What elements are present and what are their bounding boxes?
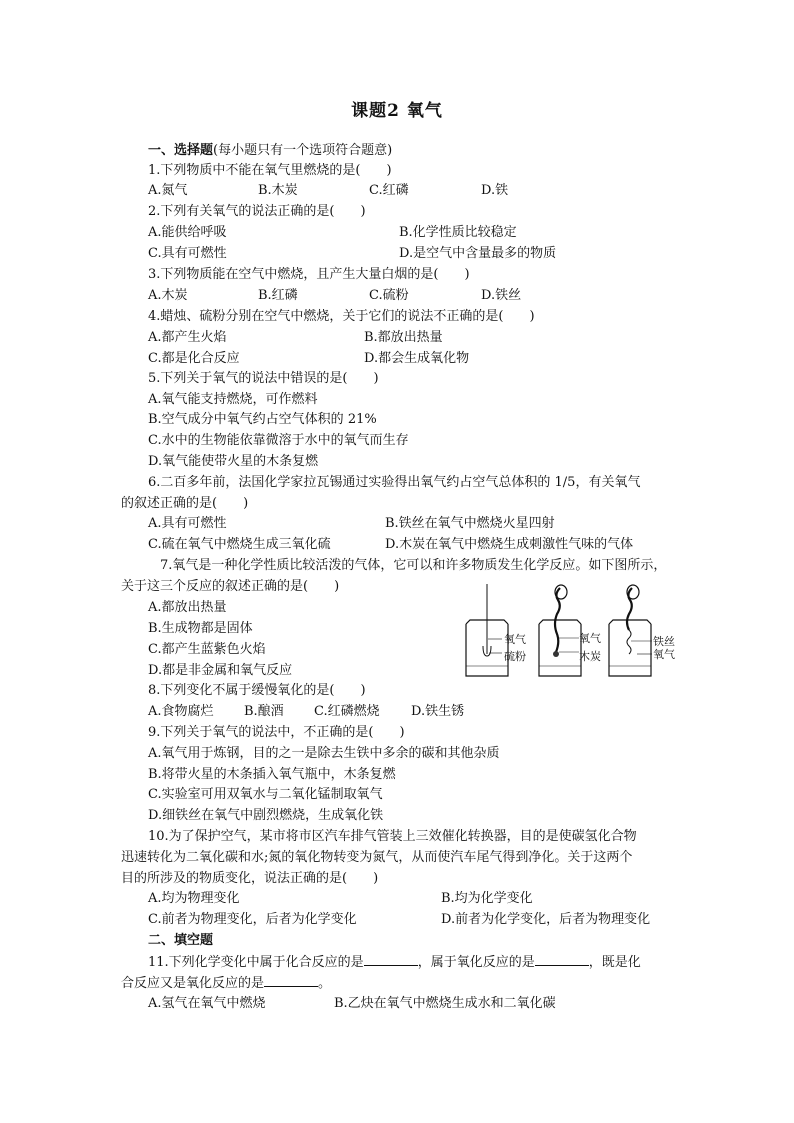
q5-option-d: D.氧气能使带火星的木条复燃: [148, 454, 319, 469]
jar1-substance-label: 硫粉: [504, 650, 526, 663]
oxygen-reactions-figure: [462, 584, 682, 684]
q1-option-b: B.木炭: [258, 183, 298, 198]
q1-option-a: A.氮气: [148, 183, 188, 198]
q7-stem-line2: 关于这三个反应的叙述正确的是( ): [121, 579, 340, 594]
q7-stem-line1: 7.氧气是一种化学性质比较活泼的气体，它可以和许多物质发生化学反应。如下图所示，: [160, 558, 667, 573]
q2-option-c: C.具有可燃性: [148, 246, 227, 261]
q4-option-d: D.都会生成氧化物: [364, 351, 470, 366]
q10-stem-line2: 迅速转化为二氧化碳和水;氮的氧化物转变为氮气，从而使汽车尾气得到净化。关于这两个: [121, 850, 633, 865]
q9-option-d: D.细铁丝在氧气中剧烈燃烧，生成氧化铁: [148, 808, 384, 823]
q11-blank-3[interactable]: [264, 974, 318, 987]
q2-stem: 2.下列有关氧气的说法正确的是( ): [148, 204, 366, 219]
q10-stem-line3: 目的所涉及的物质变化，说法正确的是( ): [121, 871, 379, 886]
q8-option-a: A.食物腐烂: [148, 704, 214, 719]
q5-option-a: A.氧气能支持燃烧，可作燃料: [148, 392, 318, 407]
section-label: 一、选择题: [148, 143, 214, 158]
q8-option-b: B.酿酒: [244, 704, 284, 719]
section-choice-heading: [148, 142, 392, 160]
q11-option-b: B.乙炔在氧气中燃烧生成水和二氧化碳: [334, 996, 556, 1011]
q2-option-d: D.是空气中含量最多的物质: [399, 246, 557, 261]
q2-option-b: B.化学性质比较稳定: [399, 225, 517, 240]
section-note: (每小题只有一个选项符合题意): [213, 143, 393, 158]
q6-option-a: A.具有可燃性: [148, 516, 227, 531]
q10-option-c: C.前者为物理变化，后者为化学变化: [148, 912, 357, 927]
q4-option-a: A.都产生火焰: [148, 330, 227, 345]
q9-option-a: A.氧气用于炼钢，目的之一是除去生铁中多余的碳和其他杂质: [148, 746, 500, 761]
jar3-substance-label: 铁丝: [653, 635, 675, 648]
q11-text-3: ，既是化: [588, 955, 641, 970]
q11-stem-line1: [148, 953, 641, 972]
q4-option-c: C.都是化合反应: [148, 351, 240, 366]
q10-option-b: B.均为化学变化: [441, 891, 533, 906]
q6-option-b: B.铁丝在氧气中燃烧火星四射: [385, 516, 555, 531]
q6-stem-line2: 的叙述正确的是( ): [121, 496, 249, 511]
q11-blank-2[interactable]: [535, 953, 589, 966]
q6-stem-line1: 6.二百多年前，法国化学家拉瓦锡通过实验得出氧气约占空气总体积的 1/5，有关氧气: [148, 475, 641, 490]
q8-option-d: D.铁生锈: [411, 704, 465, 719]
q10-option-d: D.前者为化学变化，后者为物理变化: [441, 912, 651, 927]
q4-stem: 4.蜡烛、硫粉分别在空气中燃烧，关于它们的说法不正确的是( ): [148, 309, 535, 324]
q6-option-c: C.硫在氧气中燃烧生成三氧化硫: [148, 537, 331, 552]
q7-option-b: B.生成物都是固体: [148, 621, 253, 636]
jar-iron-wire: [609, 585, 675, 676]
page-title: 课题2 氧气: [351, 101, 443, 121]
jar3-gas-label: 氧气: [653, 648, 675, 661]
jar-charcoal: [539, 585, 601, 676]
q11-blank-1[interactable]: [364, 953, 418, 966]
jar2-substance-label: 木炭: [579, 650, 601, 663]
q9-option-c: C.实验室可用双氧水与二氧化锰制取氧气: [148, 787, 383, 802]
q5-option-c: C.水中的生物能依靠微溶于水中的氧气而生存: [148, 433, 409, 448]
q7-option-d: D.都是非金属和氧气反应: [148, 663, 293, 678]
q7-option-c: C.都产生蓝紫色火焰: [148, 642, 266, 657]
q3-option-d: D.铁丝: [481, 288, 522, 303]
q11-text-5: 。: [318, 976, 332, 991]
jar2-gas-label: 氧气: [579, 632, 601, 645]
q3-stem: 3.下列物质能在空气中燃烧，且产生大量白烟的是( ): [148, 267, 470, 282]
q7-option-a: A.都放出热量: [148, 600, 227, 615]
jar1-gas-label: 氧气: [504, 633, 526, 646]
q8-stem: 8.下列变化不属于缓慢氧化的是( ): [148, 683, 366, 698]
q4-option-b: B.都放出热量: [364, 330, 443, 345]
q9-option-b: B.将带火星的木条插入氧气瓶中，木条复燃: [148, 767, 396, 782]
q11-stem-line2: [121, 974, 331, 993]
q2-option-a: A.能供给呼吸: [148, 225, 227, 240]
q3-option-b: B.红磷: [258, 288, 298, 303]
q3-option-c: C.硫粉: [369, 288, 409, 303]
section-fill-heading: 二、填空题: [148, 933, 214, 948]
q10-option-a: A.均为物理变化: [148, 891, 240, 906]
q6-option-d: D.木炭在氧气中燃烧生成刺激性气味的气体: [385, 537, 634, 552]
q1-option-d: D.铁: [481, 183, 509, 198]
q11-text-2: ，属于氧化反应的是: [417, 955, 535, 970]
q9-stem: 9.下列关于氧气的说法中，不正确的是( ): [148, 725, 405, 740]
q10-stem-line1: 10.为了保护空气，某市将市区汽车排气管装上三效催化转换器，目的是使碳氢化合物: [148, 829, 637, 844]
q11-text-1: 11.下列化学变化中属于化合反应的是: [148, 955, 364, 970]
q11-text-4: 合反应又是氧化反应的是: [121, 976, 265, 991]
q1-stem: 1.下列物质中不能在氧气里燃烧的是( ): [148, 163, 392, 178]
jar-sulfur: [466, 584, 526, 676]
q5-option-b: B.空气成分中氧气约占空气体积的 21%: [148, 412, 377, 427]
q11-option-a: A.氢气在氧气中燃烧: [148, 996, 266, 1011]
q5-stem: 5.下列关于氧气的说法中错误的是( ): [148, 371, 379, 386]
q1-option-c: C.红磷: [369, 183, 409, 198]
q3-option-a: A.木炭: [148, 288, 188, 303]
q8-option-c: C.红磷燃烧: [314, 704, 380, 719]
